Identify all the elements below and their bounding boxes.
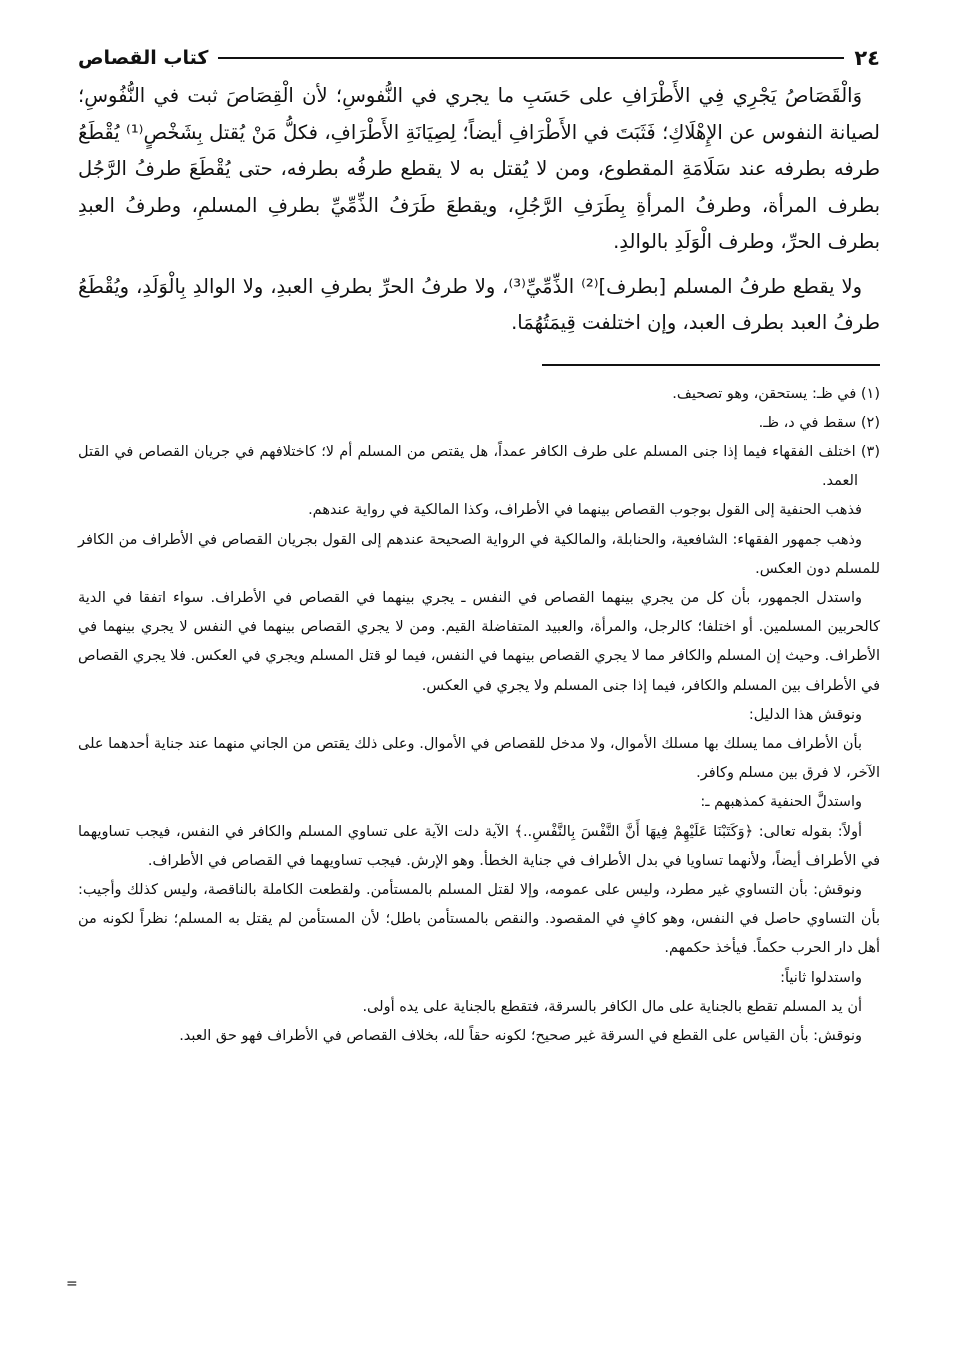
- footnote-paragraph: بأن الأطراف مما يسلك بها مسلك الأموال، ولا مدخل للقصاص في الأموال. وعلى ذلك يقتص من الجاني منهما عند جناية أحدهما على الآخر، لا فرق بين مسلم وكافر.: [78, 735, 880, 782]
- header-rule: [218, 57, 844, 59]
- footnote-paragraph: واستدلوا ثانياً:: [780, 969, 862, 986]
- footnote-paragraph: أن يد المسلم تقطع بالجناية على مال الكافر بالسرقة، فتقطع بالجناية على يده أولى.: [362, 998, 862, 1015]
- footnote-paragraph: واستدلَّ الحنفية كمذهبهم ـ:: [700, 794, 862, 811]
- footnote-2: (٢) سقط في د، ظـ.: [758, 414, 880, 431]
- main-text: [78, 78, 880, 342]
- footnote-separator: [542, 364, 880, 366]
- footnote-3: (٣) اختلف الفقهاء فيما إذا جنى المسلم على طرف الكافر عمداً، هل يقتص من المسلم أم لا؛ كاختلافهم في جريان القصاص في القتل العمد.: [78, 443, 880, 490]
- main-paragraph: ولا يقطع طرفُ المسلم [بطرف]⁽²⁾ الذِّمِّيِّ⁽³⁾، ولا طرفُ الحرِّ بطرفِ العبدِ، ولا الوالدِ بِالْوَلَدِ، ويُقْطَعُ طرفُ العبد بطرف العبد، وإن اختلفت قِيمَتُهُمَا.: [78, 274, 880, 334]
- page-header: [78, 38, 880, 78]
- footnote-paragraph: وذهب جمهور الفقهاء: الشافعية، والحنابلة، والمالكية في الرواية الصحيحة عندهم إلى القول بجريان القصاص في الأطراف من الكافر للمسلم دون العكس.: [78, 531, 880, 577]
- book-page: [78, 38, 880, 1051]
- main-paragraph: وَالْقَصَاصُ يَجْرِي فِي الأَطْرَافِ على حَسَبِ ما يجري في النُّفوسِ؛ لأن الْقِصَاصَ ثبت في النُّفُوسِ؛ لصيانة النفوس عن الإِهْلَاكِ؛ فَثَبَتَ في الأَطْرَافِ أيضاً؛ لِصِيَانَةِ الأَطْرَافِ، فكلُّ مَنْ يُقتل بِشَخْصٍ⁽¹⁾ يُقْطَعُ طرفه بطرفه عند سَلَامَةِ المقطوع، ومن لا يُقتل به لا يقطع طرفُه بطرفه، حتى يُقْطَعَ طرفُ الرَّجُل بطرف المرأة، وطرفُ المرأةِ بِطَرَفِ الرَّجُلِ، ويقطعَ طَرَفُ الذِّمِّيِّ بطرفِ المسلمِ، وطرفُ العبدِ بطرف الحرِّ، وطرف الْوَلَدِ بالوالدِ.: [78, 84, 880, 253]
- footnote-paragraph: أولاً: بقوله تعالى: ﴿وَكَتَبْنَا عَلَيْهِمْ فِيهَا أَنَّ النَّفْسَ بِالنَّفْسِ..﴾ الآية دلت الآية على تساوي المسلم والكافر في النفس، فيجب تساويهما في الأطراف أيضاً، ولأنهما تساويا في بدل الأطراف في جناية الخطأ. وهو الإرش. فيجب تساويهما في القصاص في الأطراف.: [78, 823, 880, 869]
- chapter-title: كتاب القصاص: [78, 47, 209, 69]
- footnote-1: (١) في ظـ: يستحقن، وهو تصحيف.: [672, 385, 880, 402]
- page-continuation-mark: =: [66, 1276, 78, 1292]
- footnote-paragraph: فذهب الحنفية إلى القول بوجوب القصاص بينهما في الأطراف، وكذا المالكية في رواية عندهم.: [308, 502, 862, 519]
- footnotes: [78, 380, 880, 1052]
- page-number: ٢٤: [854, 46, 880, 70]
- footnote-paragraph: ونوقش: بأن التساوي غير مطرد، وليس على عمومه، وإلا لقتل المسلم بالمستأمن. ولقطعت الكاملة بالناقصة، وليس كذلك وأجيب: بأن التساوي حاصل في النفس، وهو كافٍ في المقصود. والنقص بالمستأمن باطل؛ لأن المستأمن لم يقتل به المسلم؛ نظراً لكونه من أهل دار الحرب حكماً. فيأخذ حكمهم.: [78, 881, 880, 957]
- footnote-paragraph: ونوقش: بأن القياس على القطع في السرقة غير صحيح؛ لكونه حقاً لله، بخلاف القصاص في الأطراف فهو حق العبد.: [179, 1027, 862, 1044]
- footnote-paragraph: واستدل الجمهور، بأن كل من يجري بينهما القصاص في النفس ـ يجري بينهما في القصاص في الأطراف. سواء اتفقا في الدية كالحربين المسلمين. أو اختلفا؛ كالرجل، والمرأة، والعبيد المتفاضلة القيم. ومن لا يجري القصاص بينهما في النفس لا يجري بينهما في الأطراف. وحيث إن المسلم والكافر مما لا يجري القصاص بينهما في النفس، فيما لو قتل المسلم ويجري في العكس. فلا يجري القصاص في الأطراف بين المسلم والكافر، فيما إذا جنى المسلم ولا يجري في العكس.: [78, 589, 880, 694]
- footnote-paragraph: ونوقش هذا الدليل:: [748, 706, 862, 723]
